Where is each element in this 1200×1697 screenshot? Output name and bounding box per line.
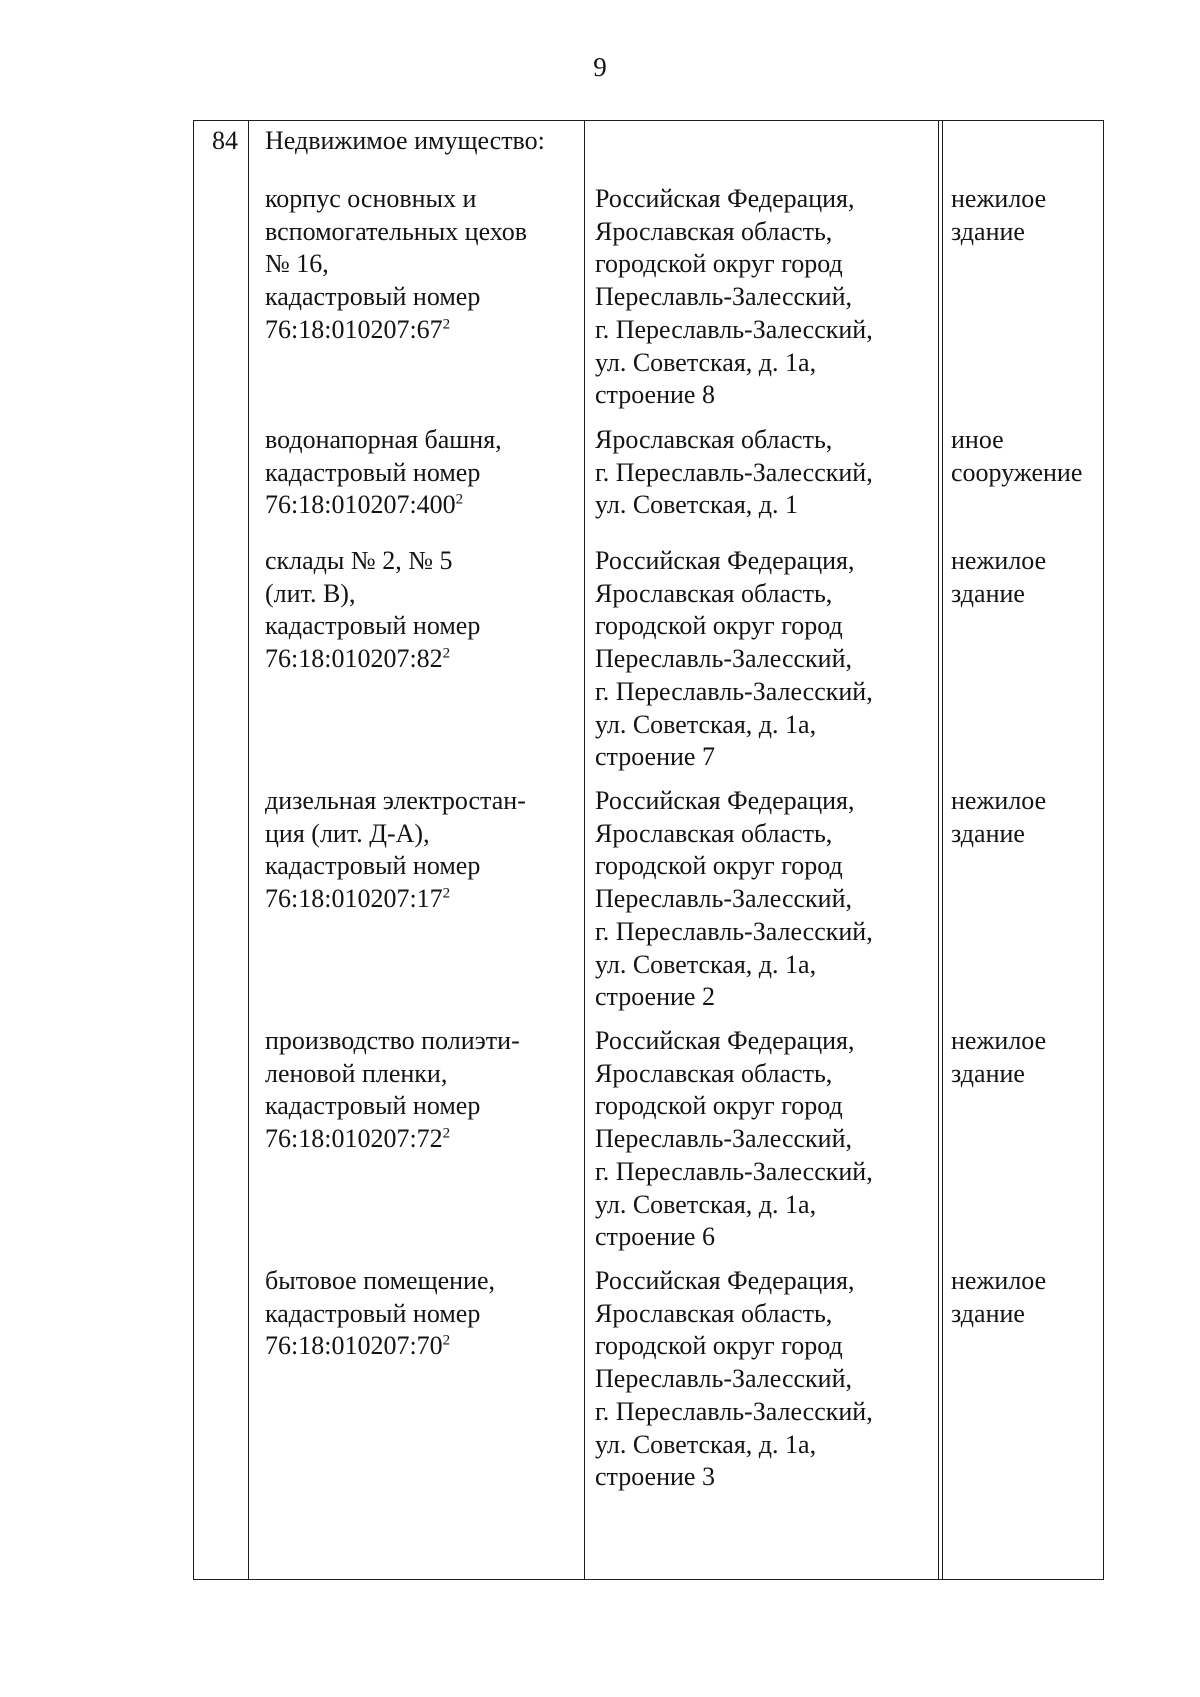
address-line: городской округ город (595, 851, 843, 881)
type-line: иное (951, 425, 1004, 454)
type-line: нежилое (951, 184, 1047, 213)
cadastral-number (265, 314, 585, 347)
property-table (193, 120, 1104, 1580)
footnote-marker: 2 (442, 645, 451, 662)
address-line: г. Переславль-Залесский, (595, 1156, 873, 1186)
property-address (595, 1265, 945, 1494)
address-line: Ярославская область, (595, 425, 833, 454)
description-line: кадастровый номер (265, 457, 481, 487)
address-line: г. Переславль-Залесский, (595, 457, 873, 487)
address-line: Ярославская область, (595, 1298, 833, 1328)
address-line: Переславль-Залесский, (595, 644, 852, 674)
address-line: Ярославская область, (595, 818, 833, 848)
description-line: № 16, (265, 249, 329, 279)
property-description (265, 183, 585, 347)
type-line: нежилое (951, 1266, 1047, 1295)
description-line: кадастровый номер (265, 1298, 481, 1328)
address-line: г. Переславль-Залесский, (595, 676, 873, 706)
cadastral-number (265, 643, 585, 676)
property-description (265, 1265, 585, 1363)
description-line: кадастровый номер (265, 851, 481, 881)
cadastral-number (265, 1123, 585, 1156)
address-line: городской округ город (595, 249, 843, 279)
cadastral-number (265, 1330, 585, 1363)
address-line: Ярославская область, (595, 1058, 833, 1088)
section-heading: Недвижимое имущество: (265, 126, 545, 155)
cadastral-number (265, 489, 585, 522)
address-line: Ярославская область, (595, 216, 833, 246)
type-line: сооружение (951, 457, 1083, 487)
address-line: городской округ город (595, 1091, 843, 1121)
address-line: ул. Советская, д. 1а, (595, 1429, 817, 1459)
description-line: ция (лит. Д-А), (265, 818, 430, 848)
property-type (951, 545, 1101, 610)
description-line: (лит. В), (265, 578, 356, 608)
column-divider (248, 121, 249, 1579)
description-line: кадастровый номер (265, 282, 481, 312)
address-line: Переславль-Залесский, (595, 1364, 852, 1394)
description-line: дизельная электростан- (265, 786, 526, 815)
property-address (595, 424, 945, 522)
cadastral-number-value: 76:18:010207:72 (265, 1124, 443, 1154)
type-line: здание (951, 818, 1025, 848)
address-line: Российская Федерация, (595, 1026, 855, 1055)
property-description (265, 545, 585, 676)
footnote-marker: 2 (455, 491, 464, 508)
property-description (265, 1025, 585, 1156)
address-line: строение 2 (595, 982, 715, 1012)
address-line: Российская Федерация, (595, 1266, 855, 1295)
address-line: Переславль-Залесский, (595, 282, 852, 312)
address-line: г. Переславль-Залесский, (595, 916, 873, 946)
address-line: ул. Советская, д. 1а, (595, 1189, 817, 1219)
property-description (265, 785, 585, 916)
description-line: кадастровый номер (265, 1091, 481, 1121)
address-line: ул. Советская, д. 1а, (595, 347, 817, 377)
type-line: здание (951, 1298, 1025, 1328)
address-line: ул. Советская, д. 1 (595, 490, 799, 520)
row-number: 84 (212, 126, 238, 155)
address-line: Российская Федерация, (595, 786, 855, 815)
address-line: городской округ город (595, 1331, 843, 1361)
address-line: ул. Советская, д. 1а, (595, 949, 817, 979)
address-line: ул. Советская, д. 1а, (595, 709, 817, 739)
description-line: производство полиэти- (265, 1026, 520, 1055)
description-line: водонапорная башня, (265, 425, 502, 454)
cadastral-number-value: 76:18:010207:67 (265, 314, 443, 344)
address-line: Ярославская область, (595, 578, 833, 608)
footnote-marker: 2 (442, 1125, 451, 1142)
description-line: леновой пленки, (265, 1058, 448, 1088)
type-line: здание (951, 578, 1025, 608)
address-line: строение 7 (595, 742, 715, 772)
description-line: бытовое помещение, (265, 1266, 496, 1295)
cadastral-number (265, 883, 585, 916)
type-line: здание (951, 1058, 1025, 1088)
property-type (951, 785, 1101, 850)
property-address (595, 183, 945, 412)
property-type (951, 1025, 1101, 1090)
description-line: кадастровый номер (265, 611, 481, 641)
description-line: склады № 2, № 5 (265, 546, 453, 575)
address-line: строение 8 (595, 380, 715, 410)
property-type (951, 183, 1101, 248)
address-line: Переславль-Залесский, (595, 884, 852, 914)
footnote-marker: 2 (442, 1332, 451, 1349)
address-line: Переславль-Залесский, (595, 1124, 852, 1154)
address-line: городской округ город (595, 611, 843, 641)
property-address (595, 1025, 945, 1254)
type-line: нежилое (951, 546, 1047, 575)
address-line: Российская Федерация, (595, 184, 855, 213)
property-description (265, 424, 585, 522)
type-line: нежилое (951, 1026, 1047, 1055)
cadastral-number-value: 76:18:010207:82 (265, 644, 443, 674)
cadastral-number-value: 76:18:010207:400 (265, 490, 456, 520)
address-line: г. Переславль-Залесский, (595, 1396, 873, 1426)
footnote-marker: 2 (442, 885, 451, 902)
address-line: строение 3 (595, 1462, 715, 1492)
cadastral-number-value: 76:18:010207:17 (265, 884, 443, 914)
property-type (951, 424, 1101, 489)
address-line: г. Переславль-Залесский, (595, 314, 873, 344)
cadastral-number-value: 76:18:010207:70 (265, 1331, 443, 1361)
address-line: строение 6 (595, 1222, 715, 1252)
description-line: вспомогательных цехов (265, 216, 528, 246)
property-address (595, 785, 945, 1014)
property-type (951, 1265, 1101, 1330)
address-line: Российская Федерация, (595, 546, 855, 575)
description-line: корпус основных и (265, 184, 477, 213)
property-address (595, 545, 945, 774)
page-number: 9 (593, 52, 607, 82)
footnote-marker: 2 (442, 316, 451, 333)
type-line: здание (951, 216, 1025, 246)
type-line: нежилое (951, 786, 1047, 815)
